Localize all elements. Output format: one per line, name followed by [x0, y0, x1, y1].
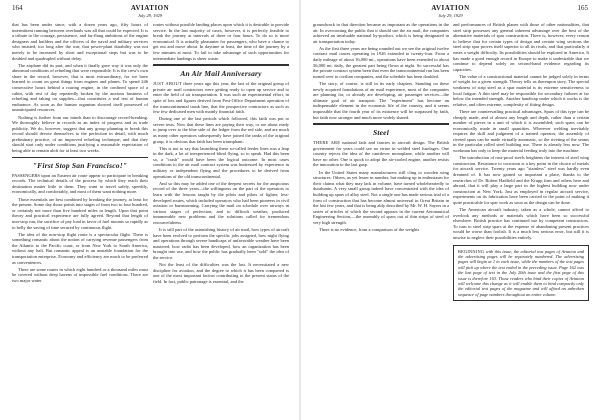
- right-page: [301, 0, 600, 420]
- section-title-steel: Steel: [373, 128, 389, 138]
- paragraph: Nothing is further from our minds than to discourage record-breaking. We thoroughly believe in records as an index of progress and as trade publicity. We do, however, suggest that any group planning to break this record should devote themselves to the perfection in detail, with much preliminary practice, of an improved refueling technique, and that they should start only under conditions justifying a reasonable expectation of being able to remain aloft for at least two weeks.: [12, 114, 148, 154]
- page-number-right: 165: [577, 4, 588, 12]
- page-number-left: 164: [12, 4, 23, 12]
- section-title-first-stop: "First Stop San Francisco!": [32, 160, 128, 170]
- paragraph: And so this may be added one of the deepest secrets for the auspicious record of the three years—the willingness on the part of the operators to learn with the lessons taught by the pilots and pilots of lighter, less-developed routes, which included operators who had been pioneers in civil aviation or barnstorming. Carrying the mail on schedule over airways in various stages of perfection, and to difficult weather, produced innumerable new problems and the solutions called for tremendous resourcefulness.: [153, 180, 289, 225]
- right-column-1: [313, 22, 449, 414]
- right-column-2: [453, 22, 589, 414]
- paragraph: In the United States many manufacturers still cling to wooden wing structures. Others, as yet lesser in number, but making up in enthusiasm for their claims what they may lack in volume, have turned wholeheartedly to duralumin. A very small group indeed have concentrated with the idea of building up spars of alloy steel. Not a single one has made serious trial of a form of construction that has become almost universal in Great Britain in the last few years, and that is being ably described by Mr. W. H. Sayers in a series of articles of which the second appears in the current Aeronautical Engineering Section,—the assembly of spars out of thin strips of steel of very high strength.: [313, 169, 449, 225]
- paragraph: The value of a constructional material cannot be judged solely in terms of weight for a given strength. Theory tells us thereupon story. The special weakness of strip steel as a spar material is its extreme sensitiveness to local fatigue. A thin steel may be responsible for secondary failures at far below the intended strength. Another handicap under which it works is the relative, and often extreme, complexity of fitting design.: [453, 73, 589, 107]
- left-column-1: [12, 22, 148, 414]
- paragraph: The introduction of rust-proof steels heightens the interest of steel wing construction. Resistance to corrosion is a key point in the choice of metals for aircraft service. Twenty years ago "stainless" steel was hardly even dreamed of. It has now gained so important a place, thanks to the researches of Dr. Robert Hadfield and the Krupp firm and others here and abroad, that it will play a large part in the highest building now under construction at New York. Just as employed in regular aircraft service, experiments on its fabrication have been carried to the point of making it quite practicable for spar work as soon as the design can be done.: [453, 155, 589, 205]
- paragraph: The idea of the non-stop flight route is a spectacular flight. There is something romantic about the notion of carrying revenue passengers from the Atlantic to the Pacific coast, or from New York to South America, without any halt. But romantic appeal is an unstable foundation for the transportation enterprise. Economy and efficiency are much to be preferred as conveniences.: [12, 231, 148, 265]
- issue-date-left: July 29, 1929: [137, 13, 163, 18]
- issue-date-right: July 29, 1929: [438, 13, 463, 18]
- paragraph: PASSENGERS upon an Eastern air route appear to participate in breaking records. The technical details of the process by which they reach their destination matter little to them. They want to travel safely, speedily, economically, and comfortably, and most of them want nothing more.: [12, 172, 148, 195]
- paragraph: As the first three years are being rounded out we see the original twelve contract mail routes operating in 1926 extended to twenty-four. From a daily mileage of about 16,000 mi., operations have been extended to about 36,000 mi. daily, the greatest part being flown at night. So successful has the private contract system been that even the transcontinental run has been turned over to civilian companies, and the schedule has been doubled.: [313, 45, 449, 79]
- paragraph: Those essentials are best combined by breaking the journey, at least for the present. Some day those points into stages of from two to four hundred, or certainly not more than five hundred miles in length. Upon that point theory and practical experience are fully agreed. Beyond that length of non-stop run, the sacrifice of pay load in favor of fuel mounts so rapidly as to belly the saving of time secured by continuous flight.: [12, 196, 148, 230]
- paragraph: Not the least of the difficulties was the last. It necessitated a new discipline for aviation, and the degree to which it has been conquered is one of the most important factors contributing to the present status of the field. In fact, public patronage is essential, and the: [153, 262, 289, 284]
- section-rule: [153, 64, 289, 66]
- paragraph: There is no evidence, from a comparison of the weights: [319, 227, 420, 232]
- note-text: with this issue, the editorial text pages of Aviation and the advertising pages will be separately numbered. The advertising pages will begin at 1 in each issue, while the numbers of the text pages will pick up where the text ended in the preceding issue. Page 162 was the last page of text in the July 20th issue and the first page of this issue is therefore 163. Those readers who bind their copies of Aviation will welcome this change as it will enable them to bind compactly only the editorial text pages of the magazine and will afford an unbroken sequence of page numbers throughout an entire volume.: [458, 248, 584, 297]
- paragraph: During one of the last periods which followed, this faith was put to severe tests. Now that these lines are paying their way, or are about ready to jump over to the blue side of the ledger from the red side, and are much as many other operators subsequently have joined the ranks of the original group, it is obvious that faith has been triumphant.: [153, 116, 289, 144]
- paragraph: There are some routes in which eight hundred or a thousand miles must be covered without deep havens of impossible fuel conditions. There are two major water: [12, 266, 148, 283]
- paragraph: The story, of course, is still in its early chapters. Standing on these newly acquired foundations of air mail experience, most of the companies are planning for, or already are developing, air passenger services—the ultimate goal of air transport. The "experiment" has become an indispensable element in the economic life of the country, and it seems impossible that the fourth year of its existence will be surpassed by faith, but faith now stronger and much more widely shared.: [313, 80, 449, 120]
- note-lead-caps: BEGINNING: [458, 248, 485, 254]
- paragraph: and performances of British planes with those of other nationalities, that steel strip possesses any general inherent advantage over the best of the alternative materials of spar construction. There is, however, every reason to believe that for certain types of design and certain wing sections the steel strip spar proves itself superior to all its rivals, and that particularly it eases a weight difficulty. Its possibilities should be explored in America. It has made a good enough record in Europe to make it undesirable that we continue to depend solely on second-hand evidence regarding its capacities.: [453, 22, 589, 72]
- lead-paragraph: [313, 140, 449, 168]
- paragraph: that has been under since, with a dozen years ago, fifty hours of intermittent running between overhauls was all that could be expected. It is a tribute to the courage, persistence, and far-flung ambitions of the engine designers and builders and the officers of the naval and military services who insisted, too long after the war, that power-plant durability was not merely to be increased by short and exceptional steps but was to be doubled and quadrupled without delay.: [12, 22, 148, 61]
- paragraph: groundwork in that direction became as important as the operations in the air. In overcoming the public that it should use the air mail, the companies achieved an invaluable national by-product, which is being designated in air transportation today.: [313, 22, 449, 44]
- running-head-left: [12, 5, 288, 19]
- paragraph: It is still part of the astonishing history of air mail, how types of aircraft have been evolved to perform the specific jobs assigned, how night flying and operations through severe handicaps of unfavorable weather have been mastered, how radio has been developed, how an organization has been brought into use, and how the public has gradually been "sold" the idea of the service.: [153, 227, 289, 260]
- left-column-2: [153, 22, 289, 414]
- lead-text: national fads and fancies in aircraft design. The British government for years could see no virtue in welded steel fuselages. One country rejects the idea of the cantilever monoplane, while another will have no other. One is quick to adopt the air-cooled engine, another resists the innovation to the last gasp.: [313, 140, 449, 168]
- section-rule: [313, 123, 449, 125]
- running-head-right: [313, 5, 588, 19]
- lead-paragraph: [153, 81, 289, 115]
- lead-caps: THERE ARE: [313, 140, 341, 146]
- paragraph: The airplane did its part, and when it finally gave way it was only the abnormal conditions of refueling that were responsible. It is the crew's own share in the record, however, that is most extraordinary, for we have learned to count on great things from engines and planes. To spend 246 consecutive hours behind a roaring engine, in the confined space of a cabin, with rest of day repeatedly broken by the anxious business of refueling and taking on supplies—that constitutes a real test of human endurance. As soon as the human organism showed itself possessed of unanticipated resources.: [12, 62, 148, 113]
- paragraph: There are countervailing practical advantages. Spars of this type can be cheaply made, and of almost any length and depth, rather than a certain number of pieces in a unit of which it is assembled; such spars can be economically made in small quantities. Wherever welding inevitably requires the skill and judgment of a trained operator, the assembly of riveted spars can be made virtually automatic, so the riveting of the seams in the particular rolled steel building use. There is already less now. The workman has only to keep the material feeding truly into the machine.: [453, 108, 589, 154]
- section-rule: [12, 157, 148, 158]
- section-title-air-mail-anniversary: An Air Mail Anniversary: [180, 69, 262, 79]
- lead-caps: JUST ABOUT: [153, 81, 182, 87]
- paragraph: routes without possible landing places upon which it is desirable to provide service. In the last majority of cases, however, it is perfectly feasible to break the journey at intervals of three or four hours. To do so is more economical. It is actually pleasanter for passengers, who have a chance to get out and move about. In daytime at least, the time of the journey by a few minutes at most. To fail to take advantage of such opportunities for intermediate landings is sheer waste.: [153, 22, 289, 61]
- lead-text: three years ago this year, the last of the original group of private air mail contractors were getting ready to open up service and to enter the field of air transportation. It was such an experimental effort, in spite of lots and figures derived from Post-Office Department operation of the transcontinental trunk line, that the prospective contractors as such as few few dedicated men with mainly financial faith.: [153, 81, 289, 115]
- paragraph: This is not to say that launching these so-called feeder lines was a leap in the dark, a lot of inexperienced blind flying, so to speak. Had this been so, a "crash" would have been the logical outcome. In most cases conditions to the air mail contract system was buttressed by experience in military or independent flying and the procedures to be derived from operations of the old transcontinental.: [153, 145, 289, 179]
- masthead-right: AVIATION: [431, 4, 470, 12]
- masthead-left: AVIATION: [130, 4, 170, 12]
- paragraph: The American aircraft industry, taken as a whole, cannot afford to overlook any methods or materials which have been so successful elsewhere. British practice has continued use by competent constructors. To turn to steel strip spars at the expense of abandoning present practices would be worse than foolish. It is a much less serious error, but still it is unwise to neglect their possibilities entirely.: [453, 207, 589, 240]
- editorial-note-box: [453, 245, 589, 302]
